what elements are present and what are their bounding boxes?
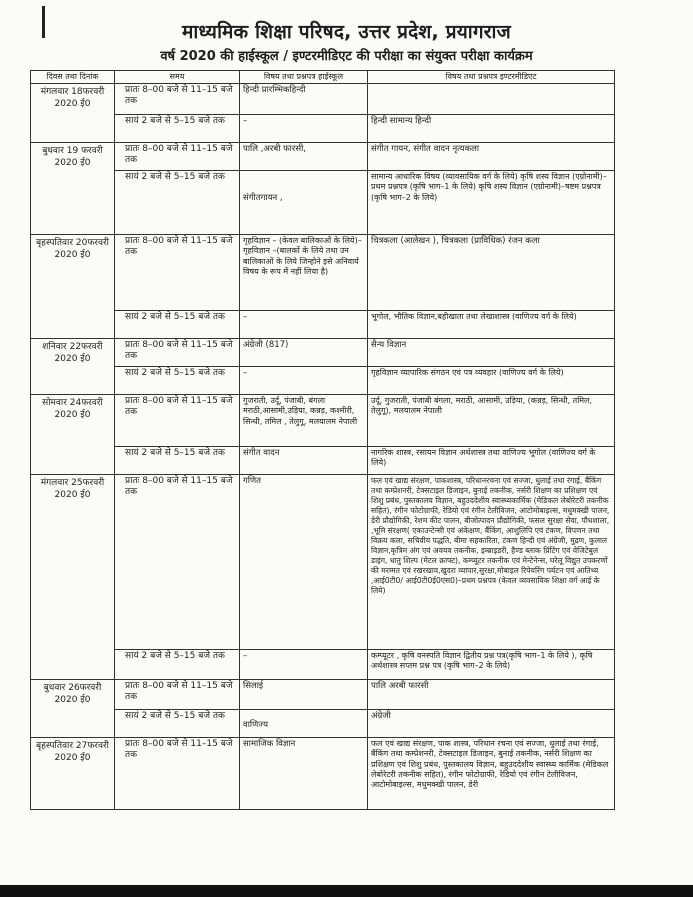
table-header-row	[31, 71, 615, 84]
intermediate-cell	[368, 84, 615, 115]
highschool-cell: सामाजिक विज्ञान	[240, 738, 368, 810]
highschool-cell: –	[240, 650, 368, 680]
intermediate-cell: पालि अरबी फारसी	[368, 680, 615, 710]
intermediate-cell: सैन्य विज्ञान	[368, 339, 615, 367]
time-cell: सायं 2 बजे से 5–15 बजे तक	[115, 311, 240, 339]
table-row	[31, 738, 615, 810]
highschool-cell: संगीतगायन ,	[240, 171, 368, 235]
highschool-cell: हिन्दी प्रारम्भिकहिन्दी	[240, 84, 368, 115]
time-cell: सायं 2 बजे से 5–15 बजे तक	[115, 115, 240, 143]
intermediate-cell: सामान्य आधारिक विषय (व्यावसायिक वर्ग के लिये) कृषि शस्य विज्ञान (एग्रोनामी)–प्रथम प्रश्नपत्र (कृषि भाग–1 के लिये) कृषि शस्य विज्ञान (एग्रोनामी)–षष्टम प्रश्नपत्र (कृषि भाग–2 के लिये)	[368, 171, 615, 235]
intermediate-cell: कम्प्यूटर , कृषि वनस्पति विज्ञान द्वितीय प्रश्न पत्र(कृषि भाग–1 के लिये ), कृषि अर्थशास्त्र सप्तम प्रश्न पत्र (कृषि भाग–2 के लिये)	[368, 650, 615, 680]
table-row	[31, 367, 615, 395]
table-row	[31, 311, 615, 339]
table-row	[31, 710, 615, 738]
table-row	[31, 143, 615, 171]
table-row	[31, 115, 615, 143]
header-intermediate: विषय तथा प्रश्नपत्र इण्टरमीडिएट	[368, 71, 615, 84]
intermediate-cell: हिन्दी सामान्य हिन्दी	[368, 115, 615, 143]
day-cell: सोमवार 24फरवरी 2020 ई0	[31, 395, 115, 475]
highschool-cell: अंग्रेजी (817)	[240, 339, 368, 367]
time-cell: प्रातः 8–00 बजे से 11–15 बजे तक	[115, 680, 240, 710]
intermediate-cell: फल एवं खाद्य संरक्षण, पाकशास्त्र, परिधानरचना एवं सज्जा, धुलाई तथा रंगाई, बैंकिंग तथा कम्प्रेशनरी, टेक्सटाइल डिजाइन, बुनाई तकनीक, नर्सरी शिक्षण का प्रशिक्षण एवं शिशु प्रबंध, पुस्तकालय विज्ञान, बहुउददेशीय स्वास्थ्यकार्मिक (मेडिकल लेबोरेटरी तकनीक सहित), रंगीन फोटोग्राफी, रेडियो एवं रंगीन टेलीविजन, आटोमोबाइल्स, मधुमक्खी पालन, डेरी प्रौद्योगिकी, रेशम कीट पालन, बीजोत्पादन प्रौद्योगिकी, फसल सुरक्षा सेवा, पौधशाला, ,भूमि संरक्षण( एकाउन्टेन्सी एवं अंकेक्षण, बैंकिंग, आशुलिपि एवं टंकण, विपणन तथा विक्रय कला, सचिवीय पद्धति, बीमा सहकारिता, टंकण हिन्दी एवं अंग्रेजी, मुद्रण, कुलाल विज्ञान,कृत्रिम अंग एवं अवयव तकनीक, इम्ब्राइडरी, हैण्ड ब्लाक प्रिंटिंग एवं वेजिटेबुल डाइंग, धातु शिल्प (मेटल क्राफ्ट), कम्प्यूटर तकनीक एवं मेन्टेनेन्स, घरेलू विद्युत उपकरणों की मरम्मत एवं रखरखाव,खुदरा व्यापार,सुरक्षा,मोबाइल रिपेयरिंग पर्यटन एवं आतिथ्य ,आई0टी0/ आई0टी0ई0एस0)–प्रथम प्रश्नपत्र (केवल व्यवसायिक शिक्षा वर्ग आई के लिये)	[368, 475, 615, 650]
time-cell: सायं 2 बजे से 5–15 बजे तक	[115, 710, 240, 738]
highschool-cell: –	[240, 367, 368, 395]
intermediate-cell: उर्दू, गुजराती, पंजाबी बंगला, मराठी, आसामी, उड़िया, (कन्नड़, सिन्धी, तमिल, तेलुगू), मलयालम नेपाली	[368, 395, 615, 447]
highschool-cell: गणित	[240, 475, 368, 650]
day-cell: बुधवार 26फरवरी 2020 ई0	[31, 680, 115, 738]
header-time: समय	[115, 71, 240, 84]
time-cell: प्रातः 8–00 बजे से 11–15 बजे तक	[115, 475, 240, 650]
highschool-cell: संगीत वादन	[240, 447, 368, 475]
day-cell: मंगलवार 25फरवरी 2020 ई0	[31, 475, 115, 680]
header-highschool: विषय तथा प्रश्नपत्र हाईस्कूल	[240, 71, 368, 84]
day-cell: शनिवार 22फरवरी 2020 ई0	[31, 339, 115, 395]
time-cell: प्रातः 8–00 बजे से 11–15 बजे तक	[115, 143, 240, 171]
intermediate-cell: नागरिक शास्त्र, रसायन विज्ञान अर्थशास्त्र तथा वाणिज्य भूगोल (वाणिज्य वर्ग के लिये)	[368, 447, 615, 475]
table-row	[31, 475, 615, 650]
day-cell: बृहस्पतिवार 20फरवरी 2020 ई0	[31, 235, 115, 339]
day-cell: बृहस्पतिवार 27फरवरी 2020 ई0	[31, 738, 115, 810]
table-row	[31, 395, 615, 447]
highschool-cell: –	[240, 115, 368, 143]
table-row	[31, 171, 615, 235]
table-row	[31, 339, 615, 367]
day-cell: बुधवार 19 फरवरी 2020 ई0	[31, 143, 115, 235]
intermediate-cell: चित्रकला (आलेखन ), चित्रकला (प्राविधिक) रंजन कला	[368, 235, 615, 311]
time-cell: प्रातः 8–00 बजे से 11–15 बजे तक	[115, 235, 240, 311]
table-row	[31, 235, 615, 311]
scan-edge	[0, 885, 693, 897]
time-cell: सायं 2 बजे से 5–15 बजे तक	[115, 650, 240, 680]
page-title: माध्यमिक शिक्षा परिषद, उत्तर प्रदेश, प्रयागराज	[182, 21, 511, 43]
day-cell: मंगलवार 18फरवरी 2020 ई0	[31, 84, 115, 143]
highschool-cell: सिलाई	[240, 680, 368, 710]
time-cell: सायं 2 बजे से 5–15 बजे तक	[115, 447, 240, 475]
intermediate-cell: संगीत गायन, संगीत वादन नृत्यकला	[368, 143, 615, 171]
highschool-cell: गुजराती, उर्दू, पंजाबी, बंगला मराठी,आसामी,उड़िया, कन्नड़, कश्मीरी, सिन्धी, तमिल , तेलुगू, मलयालम नेपाली	[240, 395, 368, 447]
exam-schedule-table	[30, 70, 615, 810]
intermediate-cell: फल एवं खाद्य संरक्षण, पाक शास्त्र, परिधान रचना एवं सज्जा, धुलाई तथा रंगाई, बैंकिंग तथा कम्प्रेशनरी, टेक्सटाइल डिजाइन, बुनाई तकनीक, नर्सरी शिक्षण का प्रशिक्षण एवं शिशु प्रबंध, पुस्तकालय विज्ञान, बहुउददेशीय स्वास्थ्य कार्मिक (मेडिकल लेबोरेटरी तकनीक सहित), रंगीन फोटोग्राफी, रेडियो एवं रंगीन टेलीविजन, आटोमोबाइल्स, मधुमक्खी पालन, डेरी	[368, 738, 615, 810]
intermediate-cell: गृहविज्ञान व्यापारिक संगठन एवं पत्र व्यवहार (वाणिज्य वर्ग के लिये)	[368, 367, 615, 395]
page-subtitle: वर्ष 2020 की हाईस्कूल / इण्टरमीडिएट की परीक्षा का संयुक्त परीक्षा कार्यक्रम	[160, 49, 533, 64]
highschool-cell: वाणिज्य	[240, 710, 368, 738]
time-cell: प्रातः 8–00 बजे से 11–15 बजे तक	[115, 339, 240, 367]
highschool-cell: गृहविज्ञान – (केवल बालिकाओं के लिये)– गृहविज्ञान –(बालकों के लिये तथा उन बालिकाओं के लिये जिन्होने इसे अनिवार्य विषय के रूप में नहीं लिया है)	[240, 235, 368, 311]
highschool-cell: पालि ,अरबी फारसी,	[240, 143, 368, 171]
table-row	[31, 650, 615, 680]
table-row	[31, 680, 615, 710]
table-row	[31, 447, 615, 475]
time-cell: प्रातः 8–00 बजे से 11–15 बजे तक	[115, 395, 240, 447]
time-cell: प्रातः 8–00 बजे से 11–15 बजे तक	[115, 84, 240, 115]
highschool-cell: –	[240, 311, 368, 339]
header-date: दिवस तथा दिनांक	[31, 71, 115, 84]
time-cell: सायं 2 बजे से 5–15 बजे तक	[115, 367, 240, 395]
time-cell: प्रातः 8–00 बजे से 11–15 बजे तक	[115, 738, 240, 810]
time-cell: सायं 2 बजे से 5–15 बजे तक	[115, 171, 240, 235]
intermediate-cell: अंग्रेजी	[368, 710, 615, 738]
intermediate-cell: भूगोल, भौतिक विज्ञान,बहीखाता तथा लेखाशास्त्र (वाणिज्य वर्ग के लिये)	[368, 311, 615, 339]
table-row	[31, 84, 615, 115]
